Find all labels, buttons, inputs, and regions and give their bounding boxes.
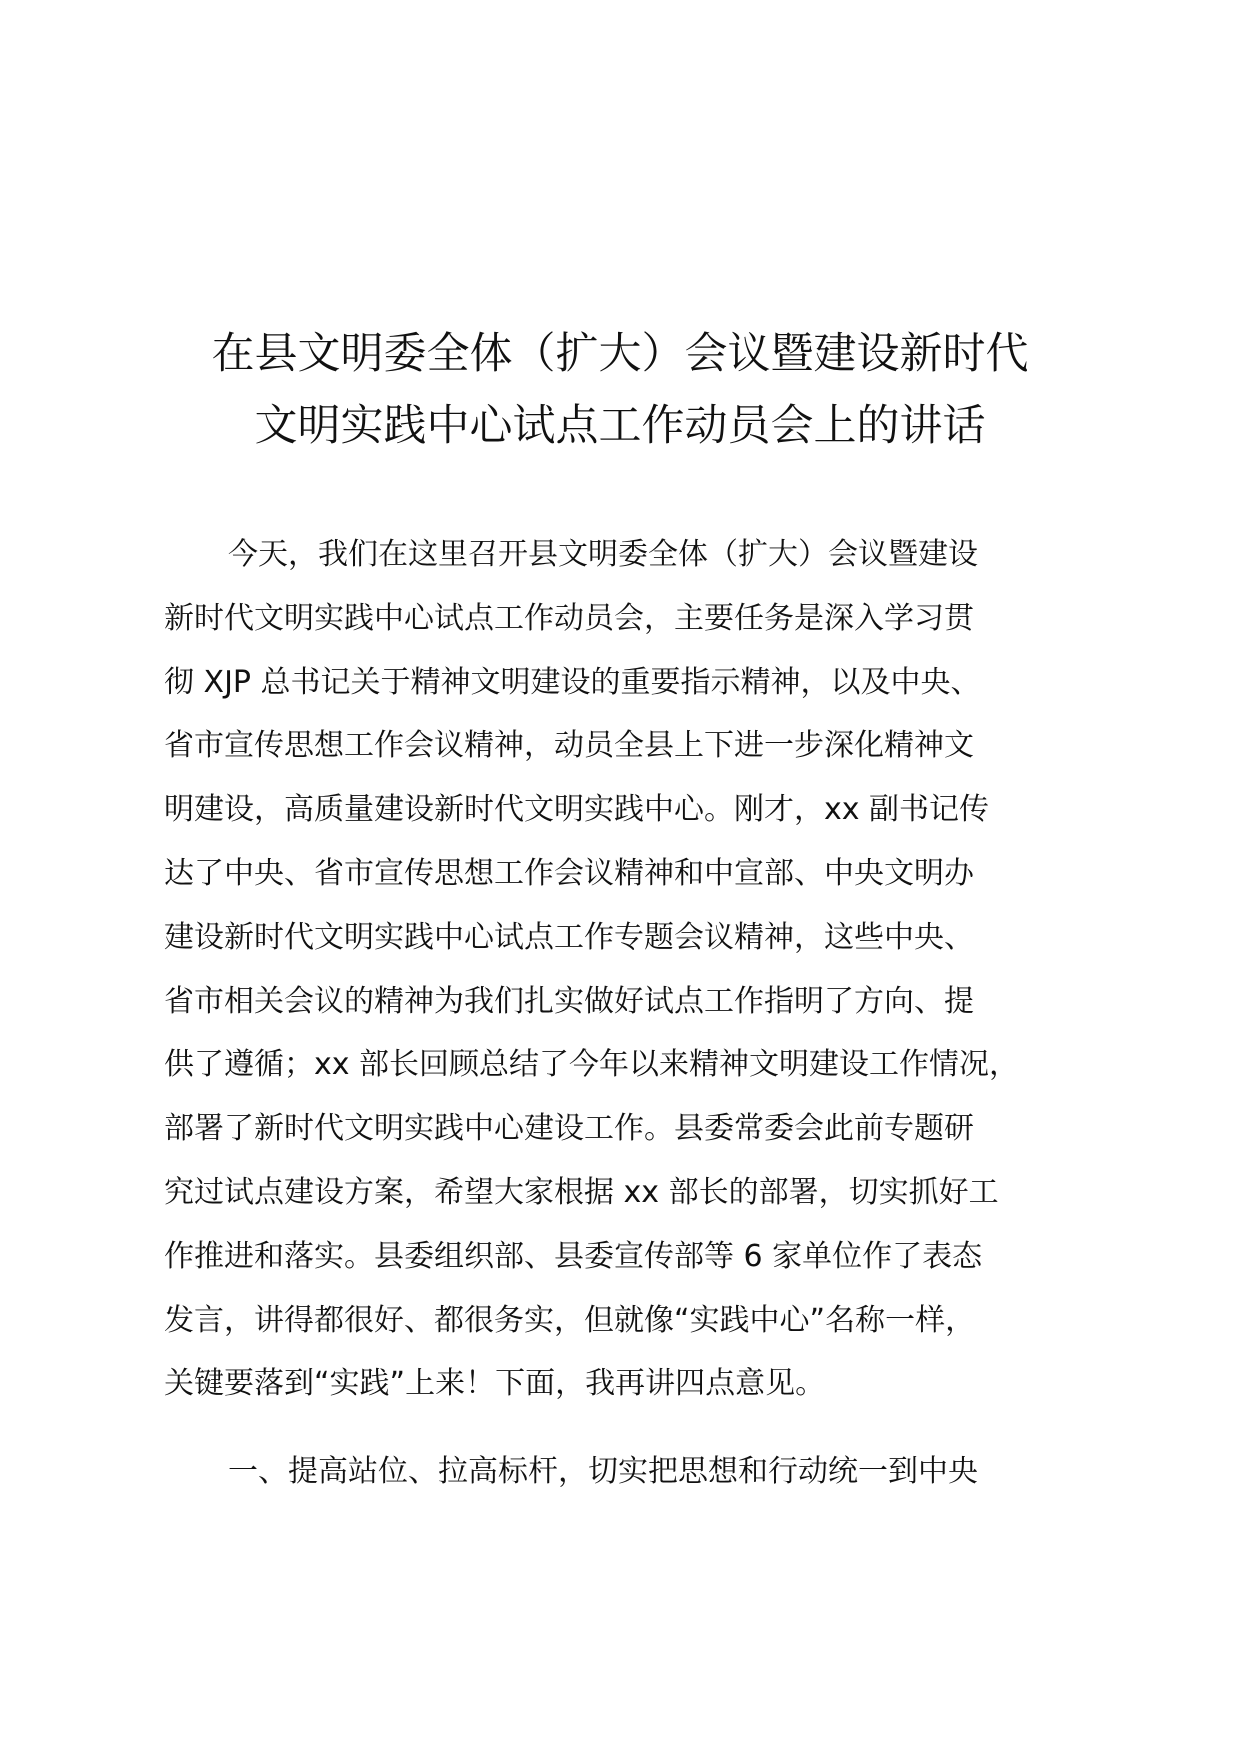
body-line: 关键要落到“实践”上来！下面，我再讲四点意见。 xyxy=(164,1366,826,1402)
body-line: 彻 XJP 总书记关于精神文明建设的重要指示精神，以及中央、 xyxy=(164,664,981,700)
body-line: 作推进和落实。县委组织部、县委宣传部等 6 家单位作了表态 xyxy=(164,1238,983,1274)
body-line: 部署了新时代文明实践中心建设工作。县委常委会此前专题研 xyxy=(164,1111,974,1147)
body-line: 省市相关会议的精神为我们扎实做好试点工作指明了方向、提 xyxy=(164,983,974,1019)
body-line: 建设新时代文明实践中心试点工作专题会议精神，这些中央、 xyxy=(164,919,974,955)
body-line: 供了遵循；xx 部长回顾总结了今年以来精神文明建设工作情况， xyxy=(164,1047,1020,1083)
body-line: 明建设，高质量建设新时代文明实践中心。刚才，xx 副书记传 xyxy=(164,792,990,828)
body-line: 今天，我们在这里召开县文明委全体（扩大）会议暨建设 xyxy=(228,537,978,572)
section-heading: 一、提高站位、拉高标杆，切实把思想和行动统一到中央 xyxy=(228,1454,978,1489)
body-line: 达了中央、省市宣传思想工作会议精神和中宣部、中央文明办 xyxy=(164,855,974,891)
body-line: 省市宣传思想工作会议精神，动员全县上下进一步深化精神文 xyxy=(164,728,974,764)
body-line: 究过试点建设方案，希望大家根据 xx 部长的部署，切实抓好工 xyxy=(164,1174,999,1210)
title-line-1: 在县文明委全体（扩大）会议暨建设新时代 xyxy=(211,329,1029,379)
title-line-2: 文明实践中心试点工作动员会上的讲话 xyxy=(254,401,986,451)
body-paragraph xyxy=(164,523,1104,1416)
body-line: 发言，讲得都很好、都很务实，但就像“实践中心”名称一样， xyxy=(164,1302,976,1338)
body-line: 新时代文明实践中心试点工作动员会，主要任务是深入学习贯 xyxy=(164,600,974,636)
document-title xyxy=(140,318,1100,462)
